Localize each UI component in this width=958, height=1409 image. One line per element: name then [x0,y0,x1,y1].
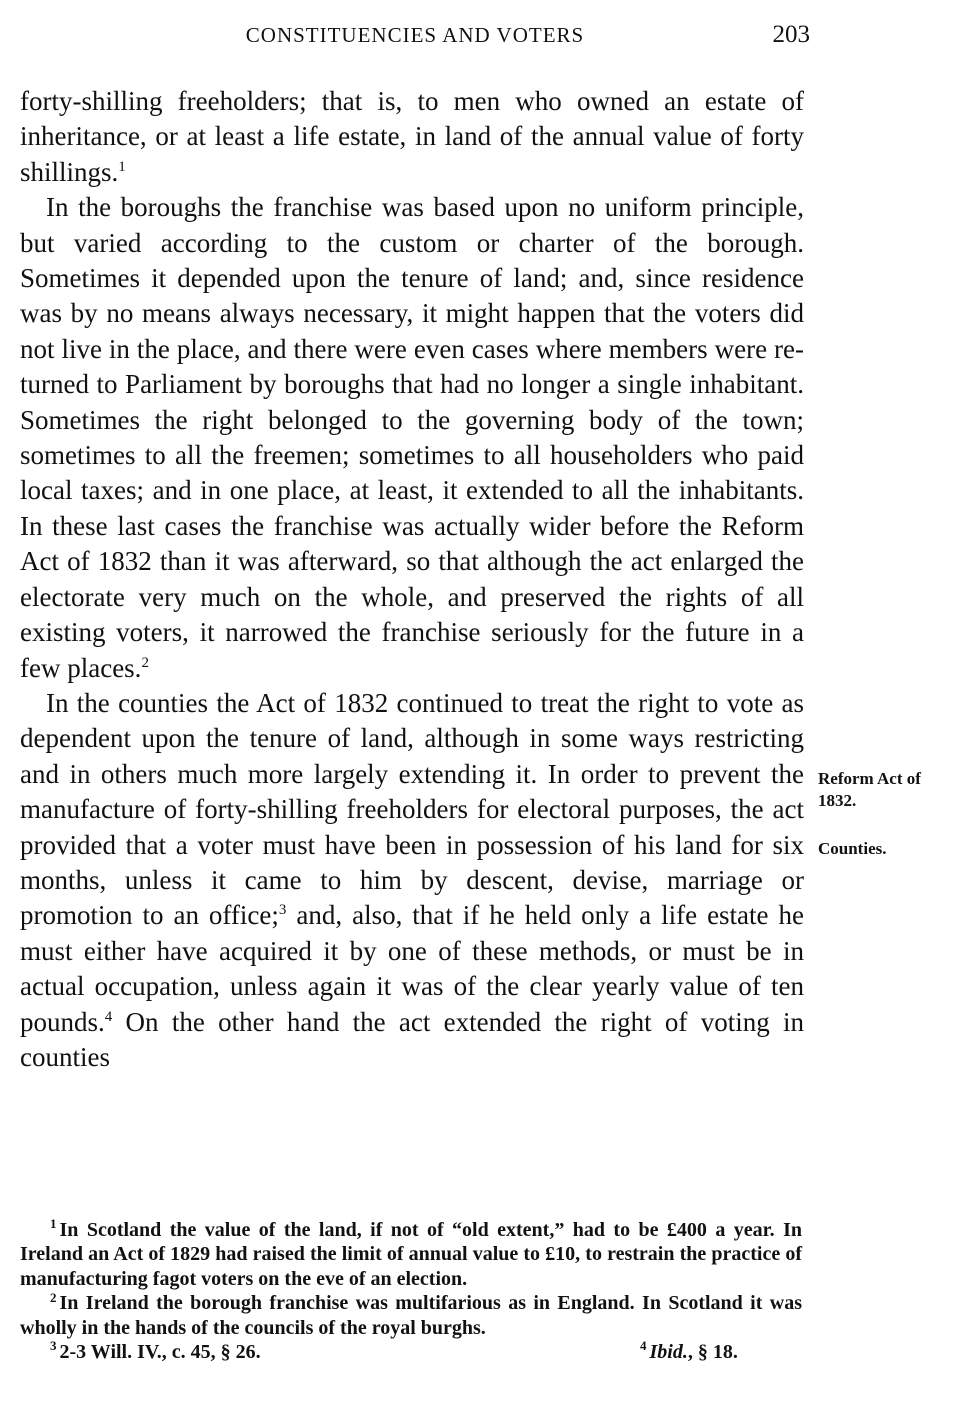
paragraph-3 [20,686,804,1075]
paragraph-1-text: forty-shilling freeholders; that is, to men who owned an estate of inheritance, or at least a life estate, in land of the annual value of forty shillings. [20,86,804,187]
paragraph-3-text-a: In the counties the Act of 1832 continued to treat the right to vote as dependent upon the tenure of land, although in some ways restricting and in others much more largely extending it. In order to prevent the manufacture of forty-shilling freeholders for electoral purposes, the act provided that a voter must have been in possession of his land for six months, unless it came to him by descent, devise, marriage or promotion to an office; [20,687,804,931]
paragraph-3-text-b: and, also, that if he held only a life estate he must either have acquired it by one of these methods, or must be in actual occupation, unless again it was of the clear yearly value of ten pounds. [20,900,804,1037]
footnote-ref-3[interactable]: 3 [278,902,287,919]
footnote-2-text: In Ireland the borough franchise was multifarious as in England. In Scotland it was wholly in the hands of the councils of the royal burghs. [20,1292,802,1339]
footnote-4 [640,1340,738,1364]
footnote-1-mark: 1 [50,1216,57,1232]
footnote-ref-4[interactable]: 4 [104,1008,113,1025]
footnote-3-text: 2-3 Will. IV., c. 45, § 26. [59,1341,261,1364]
paragraph-2-text: In the boroughs the franchise was based upon no uniform principle, but varied according to the custom or charter of the borough. Sometimes it depended upon the tenure of land; and, since residence was by no means always necessary, it might happen that the voters did not live in the place, and there were even cases where members were returned to Parliament by boroughs that had no longer a single inhabitant. Sometimes the right belonged to the governing body of the town; sometimes to all the freemen; sometimes to all householders who paid local taxes; and in one place, at least, it extended to all the inhabitants. In these last cases the franchise was actually wider before the Reform Act of 1832 than it was afterward, so that although the act enlarged the electorate very much on the whole, and preserved the rights of all existing voters, it narrowed the franchise seriously for the future in a few places. [20,192,804,683]
footnote-3 [50,1340,261,1364]
footnote-4-text: , § 18. [687,1341,738,1364]
footnote-ref-2[interactable]: 2 [141,654,149,671]
paragraph-3-text-c: On the other hand the act extended the right of voting in counties [20,1006,804,1072]
sidenote-counties: Counties. [818,839,887,858]
sidenote-reform-act: Reform Act of 1832. [818,769,921,810]
footnote-2 [20,1291,802,1340]
footnote-1 [20,1218,802,1291]
footnote-4-ibid: Ibid. [649,1341,688,1364]
footnote-3-mark: 3 [50,1338,57,1354]
footnote-1-text: In Scotland the value of the land, if not of “old extent,” had to be £400 a year. In Ireland an Act of 1829 had raised the limit of annual value to £10, to restrain the practice of manufacturing fagot voters on the eve of an election. [20,1219,802,1290]
page-number: 203 [772,21,810,48]
footnotes [20,1218,802,1366]
footnote-4-mark: 4 [640,1338,647,1354]
footnote-2-mark: 2 [50,1289,57,1305]
running-title: CONSTITUENCIES AND VOTERS [245,23,585,47]
paragraph-1 [20,84,804,190]
running-head [20,18,810,52]
paragraph-2 [20,190,804,686]
main-text [20,84,804,1075]
footnotes-3-4-line [20,1340,802,1366]
footnote-ref-1[interactable]: 1 [118,158,126,175]
